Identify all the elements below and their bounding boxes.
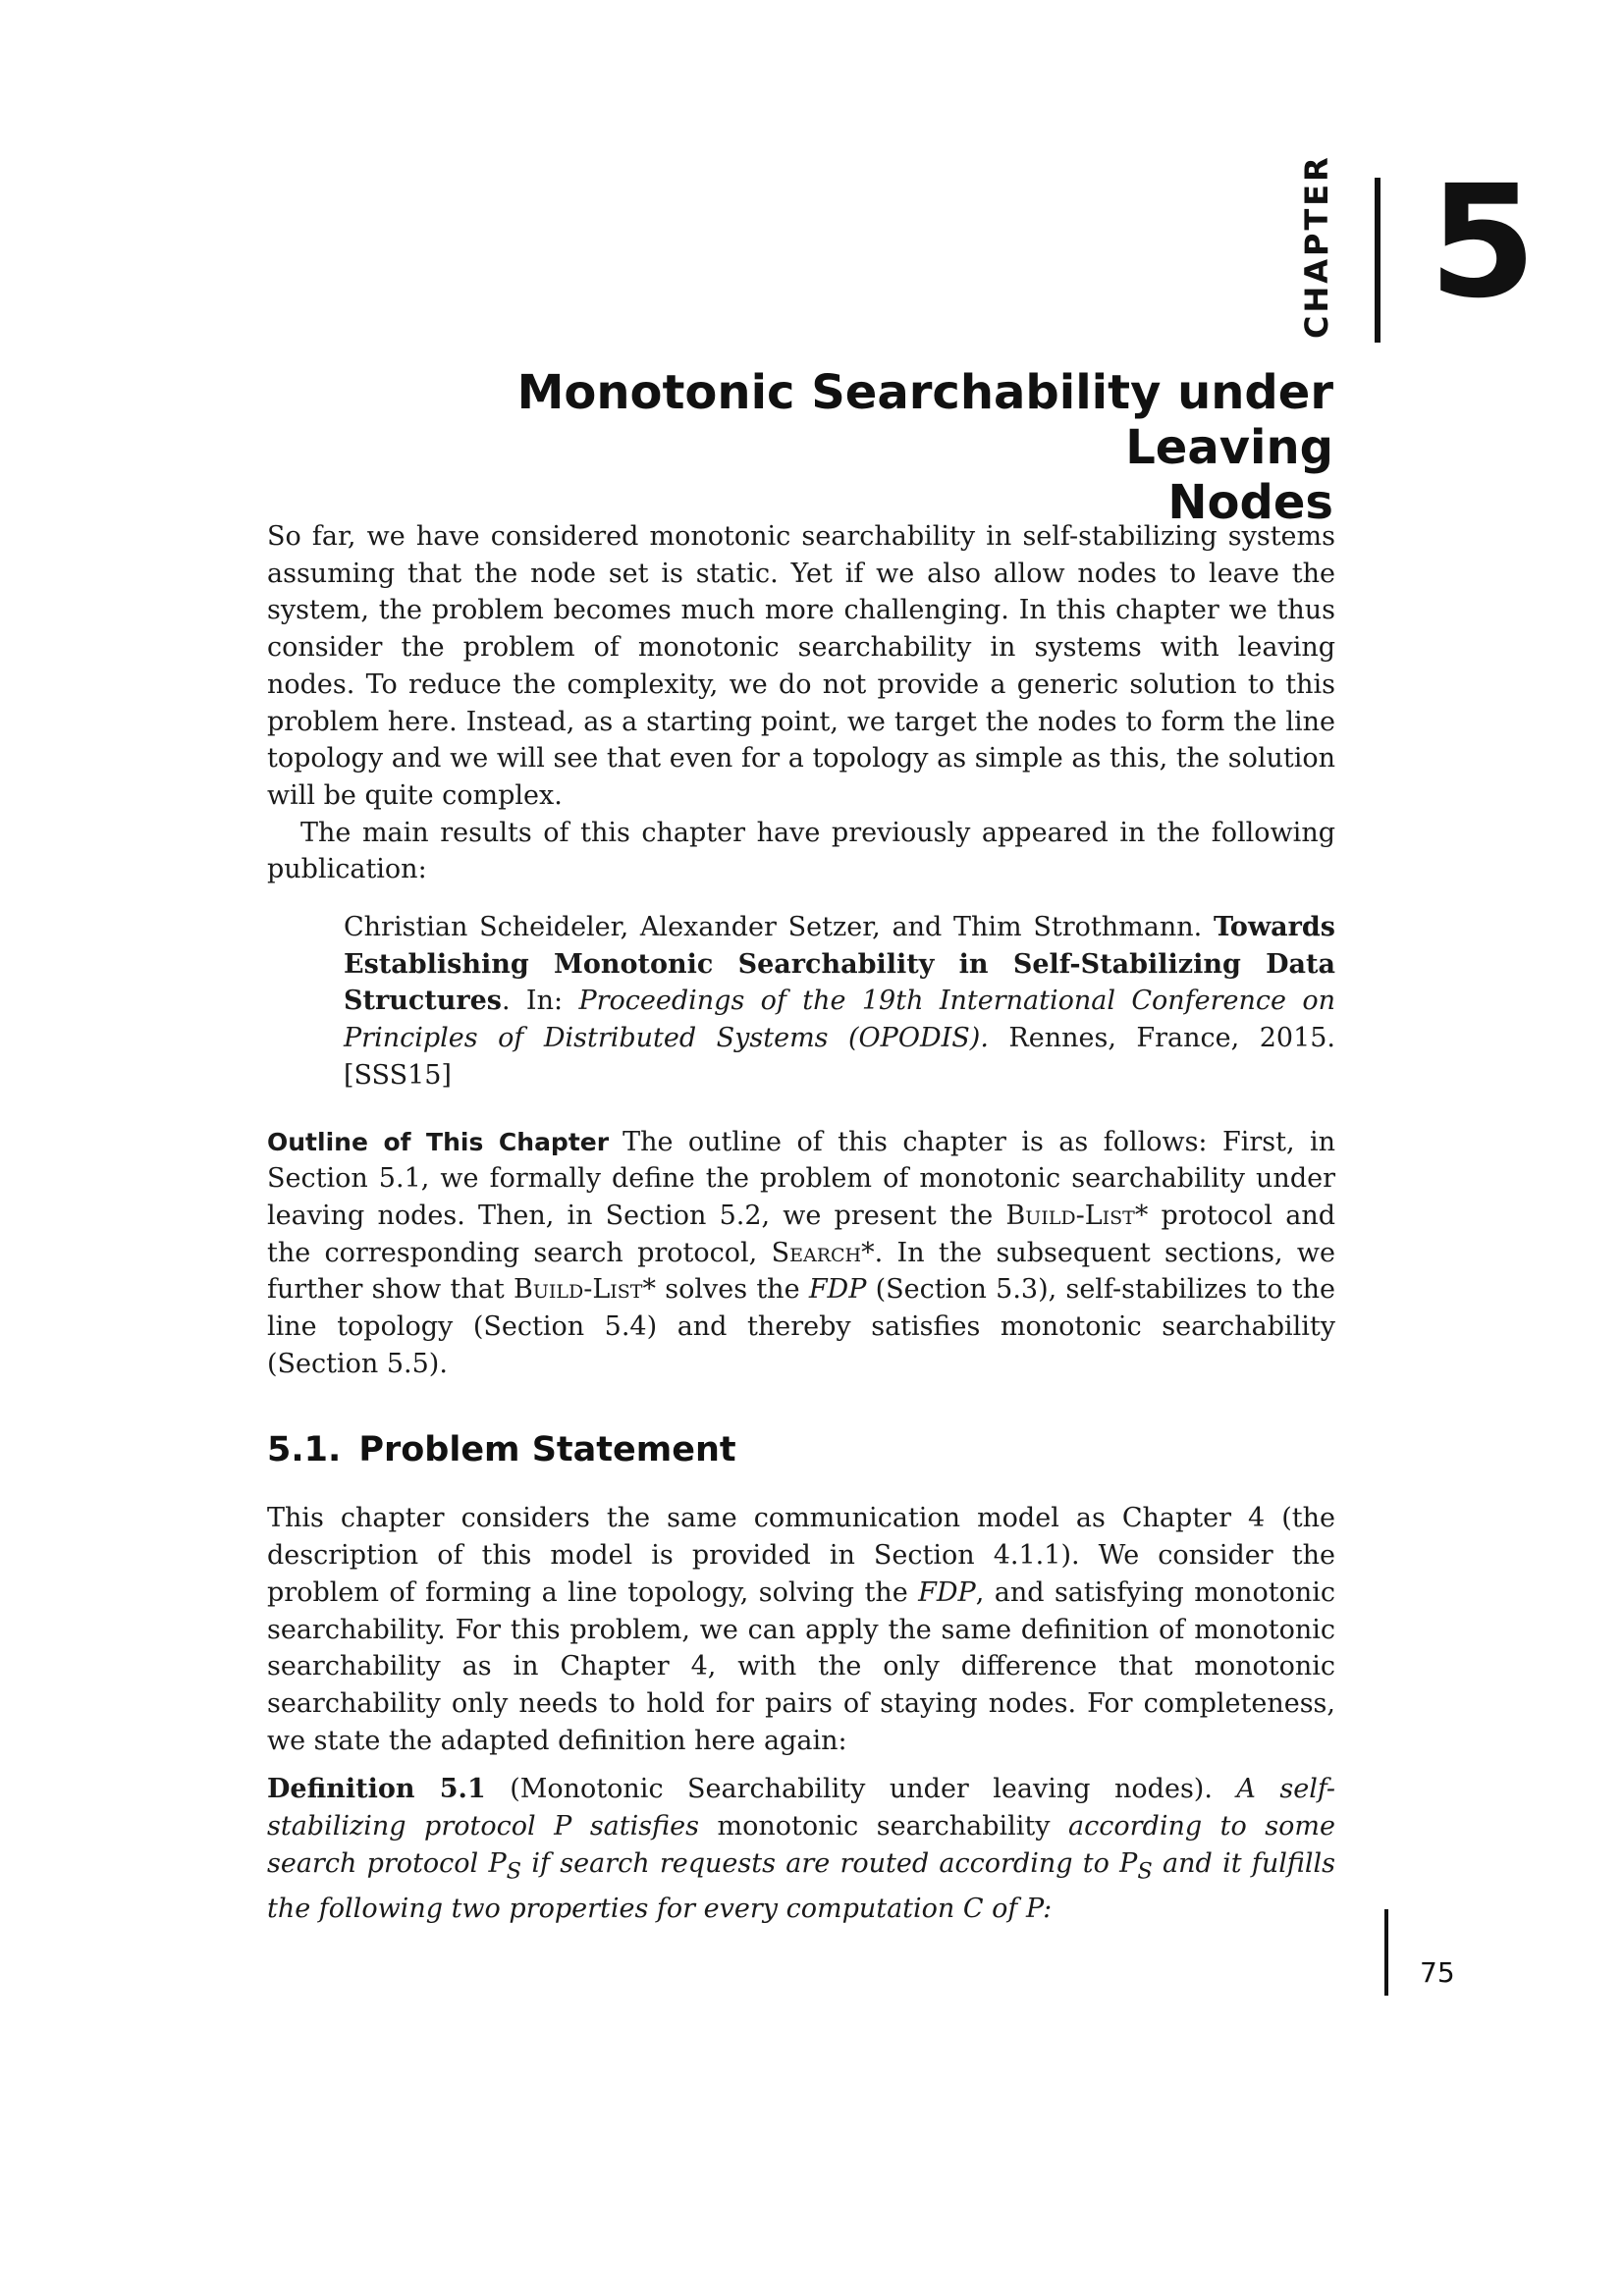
page-number: 75 <box>1420 1956 1455 1989</box>
star-marker: * <box>642 1274 656 1306</box>
definition-term: monotonic searchability <box>717 1811 1051 1842</box>
publication-location: Rennes, France, 2015. <box>1008 1023 1336 1054</box>
outline-text: (Section 5.3), self-stabilizes to the line topology (Section 5.4) and thereby satisfies monotonic searchability (Section 5.5). <box>267 1274 1335 1379</box>
chapter-number: 5 <box>1429 152 1537 333</box>
definition-name: (Monotonic Searchability under leaving nodes). <box>510 1774 1213 1805</box>
section-text: This chapter considers the same communication model as Chapter 4 (the description of this model is provided in Section 4.1.1). We consider the problem of forming a line topology, solving the <box>267 1503 1335 1608</box>
intro-paragraph: So far, we have considered monotonic searchability in self-stabilizing systems assuming that the node set is static. Yet if we also allow nodes to leave the system, the problem becomes much more challenging. In this chapter we thus consider the problem of monotonic searchability in systems with leaving nodes. To reduce the complexity, we do not provide a generic solution to this problem here. Instead, as a starting point, we target the nodes to form the line topology and we will see that even for a topology as simple as this, the solution will be quite complex. <box>267 521 1335 811</box>
section-paragraph <box>267 1500 1335 1759</box>
chapter-label: CHAPTER <box>1298 154 1335 339</box>
fdp-symbol: FDP <box>808 1274 867 1306</box>
build-list-name: Build-List <box>1005 1200 1135 1231</box>
section-heading <box>267 1429 1335 1470</box>
publication-citation-key: [SSS15] <box>344 1059 452 1091</box>
outline-heading: Outline of This Chapter <box>267 1127 610 1156</box>
chapter-title-line2: Nodes <box>1167 475 1333 530</box>
chapter-title <box>353 365 1333 530</box>
definition-text: according to some search protocol P <box>267 1811 1335 1879</box>
publication-authors: Christian Scheideler, Alexander Setzer, and Thim Strothmann. <box>344 912 1203 943</box>
definition-text: and it fulfills the following two properties for every computation C of P: <box>267 1847 1335 1924</box>
star-marker: * <box>1134 1200 1149 1231</box>
publication-venue: Proceedings of the 19th International Conference on Principles of Distributed Systems (OPODIS). <box>344 986 1335 1054</box>
publication-title: Towards Establishing Monotonic Searchability in Self-Stabilizing Data Structures <box>344 912 1335 1017</box>
intro-publication-paragraph: The main results of this chapter have previously appeared in the following publication: <box>267 817 1335 885</box>
search-protocol-name: Search <box>771 1237 862 1268</box>
chapter-divider <box>1375 178 1380 343</box>
outline-text: protocol and the corresponding search protocol, <box>267 1200 1336 1268</box>
outline-text: . In the subsequent sections, we further show that <box>267 1237 1336 1306</box>
outline-text: The outline of this chapter is as follows: First, in Section 5.1, we formally define the problem of monotonic searchability under leaving nodes. Then, in Section 5.2, we present the <box>267 1126 1335 1231</box>
section-title: Problem Statement <box>358 1430 736 1470</box>
definition-text: if search requests are routed according to P <box>531 1847 1138 1879</box>
page-number-divider <box>1384 1909 1388 1996</box>
definition-text: A self-stabilizing protocol P satisfies <box>267 1774 1335 1842</box>
text-column <box>267 518 1335 1928</box>
publication-reference <box>344 909 1335 1095</box>
definition-block <box>267 1771 1335 1927</box>
outline-text: solves the <box>655 1274 809 1306</box>
publication-in-label: . In: <box>501 986 564 1017</box>
subscript: S <box>1137 1858 1153 1885</box>
fdp-symbol: FDP <box>918 1576 976 1608</box>
outline-paragraph <box>267 1124 1335 1383</box>
section-text: , and satisfying monotonic searchability. For this problem, we can apply the same definition of monotonic searchability as in Chapter 4, with the only difference that monotonic searchability only needs to hold for pairs of staying nodes. For completeness, we state the adapted definition here again: <box>267 1576 1335 1756</box>
subscript: S <box>506 1858 522 1885</box>
section-number: 5.1. <box>267 1430 342 1470</box>
build-list-name: Build-List <box>514 1274 643 1306</box>
star-marker: * <box>861 1237 875 1268</box>
chapter-title-line1: Monotonic Searchability under Leaving <box>516 365 1333 475</box>
definition-label: Definition 5.1 <box>267 1774 486 1805</box>
